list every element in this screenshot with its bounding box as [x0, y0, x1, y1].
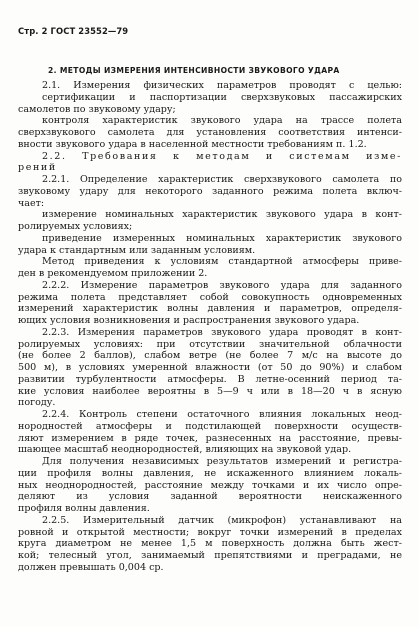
- paragraph-2-1-line-2: сертификации и паспортизации сверхзвуковых пассажирских: [42, 91, 402, 103]
- paragraph-2-2-1-line-8: Метод приведения к условиям стандартной атмосферы приве-: [42, 256, 402, 268]
- paragraph-2-2-4-line-4: шающее масштаб неоднородностей, влияющих на звуковой удар.: [18, 444, 352, 456]
- subsection-2-2-heading-cont: рений: [18, 162, 57, 174]
- paragraph-2-2-5-line-5: должен превышать 0,004 ср.: [18, 561, 164, 573]
- paragraph-2-2-3-line-4: 500 м), в условиях умеренной влажности (от 50 до 90%) и слабом: [18, 362, 402, 373]
- paragraph-2-2-1-line-3: чает:: [18, 197, 45, 209]
- paragraph-2-1-line-5: сверхзвукового самолета для установления соответствия интенси-: [18, 127, 402, 138]
- paragraph-2-2-5-line-4: кой; телесный угол, занимаемый препятствиями и преградами, не: [18, 550, 402, 561]
- paragraph-2-2-2-line-3: измерений характеристик волны давления и параметров, определя-: [18, 303, 402, 315]
- paragraph-2-2-3-line-2: ролируемых условиях: при отсутствии значительной облачности: [18, 338, 402, 350]
- paragraph-2-2-2-line-2: режима полета представляет собой совокупность одновременных: [18, 291, 402, 303]
- paragraph-2-2-5-line-1: 2.2.5. Измерительный датчик (микрофон) устанавливают на: [42, 514, 402, 526]
- paragraph-2-1-line-6: вности звукового удара в населенной местности требованиям п. 1.2.: [18, 138, 367, 150]
- paragraph-2-2-4-line-6: ции профиля волны давления, не искаженного влиянием локаль-: [18, 467, 402, 479]
- paragraph-2-2-3-line-1: 2.2.3. Измерения параметров звукового удара проводят в конт-: [42, 326, 402, 338]
- paragraph-2-2-3-line-7: погоду.: [18, 397, 56, 409]
- paragraph-2-2-1-line-2: звуковому удару для некоторого заданного режима полета включ-: [18, 185, 402, 197]
- paragraph-2-2-1-line-4: измерение номинальных характеристик звукового удара в конт-: [42, 209, 402, 221]
- paragraph-2-2-5-line-2: ровной и открытой местности; вокруг точки измерений в пределах: [18, 526, 402, 538]
- subsection-2-2-heading: 2.2. Требования к методам и системам изме-: [42, 150, 402, 162]
- paragraph-2-1-line-1: 2.1. Измерения физических параметров проводят с целью:: [42, 80, 402, 91]
- paragraph-2-2-4-line-7: ных неоднородностей, расстояние между точками и их число опре-: [18, 479, 402, 491]
- paragraph-2-2-3-line-3: (не более 2 баллов), слабом ветре (не более 7 м/с на высоте до: [18, 350, 402, 362]
- paragraph-2-2-3-line-5: развитии турбулентности атмосферы. В летне-осенний период та-: [18, 373, 402, 385]
- section-title: 2. МЕТОДЫ ИЗМЕРЕНИЯ ИНТЕНСИВНОСТИ ЗВУКОВОГО УДАРА: [48, 66, 340, 75]
- page-header: Стр. 2 ГОСТ 23552—79: [18, 26, 129, 36]
- paragraph-2-2-5-line-3: круга диаметром не менее 1,5 м поверхность должна быть жест-: [18, 538, 402, 550]
- paragraph-2-2-4-line-8: деляют из условия заданной вероятности неискаженного: [18, 491, 402, 503]
- paragraph-2-2-4-line-9: профиля волны давления.: [18, 503, 150, 514]
- paragraph-2-2-4-line-2: нородностей атмосферы и подстилающей поверхности осуществ-: [18, 420, 402, 432]
- paragraph-2-2-1-line-9: ден в рекомендуемом приложении 2.: [18, 268, 208, 279]
- paragraph-2-2-4-line-5: Для получения независимых результатов измерений и регистра-: [42, 456, 402, 467]
- paragraph-2-2-1-line-5: ролируемых условиях;: [18, 221, 133, 232]
- paragraph-2-2-3-line-6: кие условия наиболее вероятны в 5—9 ч или в 18—20 ч в ясную: [18, 385, 402, 397]
- paragraph-2-1-line-4: контроля характеристик звукового удара на трассе полета: [42, 115, 402, 127]
- paragraph-2-1-line-3: самолетов по звуковому удару;: [18, 103, 176, 115]
- paragraph-2-2-1-line-1: 2.2.1. Определение характеристик сверхзвукового самолета по: [42, 174, 402, 185]
- paragraph-2-2-1-line-6: приведение измеренных номинальных характеристик звукового: [42, 232, 402, 244]
- paragraph-2-2-2-line-1: 2.2.2. Измерение параметров звукового удара для заданного: [42, 279, 402, 291]
- paragraph-2-2-4-line-1: 2.2.4. Контроль степени остаточного влияния локальных неод-: [42, 409, 402, 420]
- paragraph-2-2-2-line-4: ющих условия возникновения и распространения звукового удара.: [18, 315, 360, 326]
- paragraph-2-2-1-line-7: удара к стандартным или заданным условиям.: [18, 244, 256, 256]
- body-text: [18, 80, 402, 574]
- paragraph-2-2-4-line-3: ляют измерением в ряде точек, разнесенных на расстояние, превы-: [18, 432, 402, 444]
